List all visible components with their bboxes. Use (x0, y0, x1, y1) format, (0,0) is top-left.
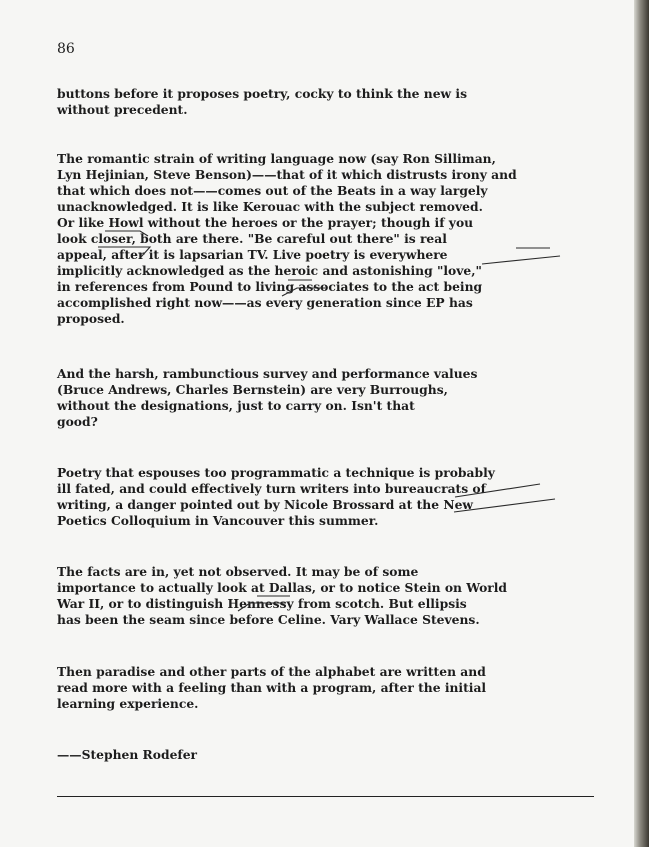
text-line: Poetry that espouses too programmatic a technique is probably (57, 465, 495, 480)
text-line: implicitly acknowledged as the heroic and astonishing "love," (57, 263, 482, 278)
underline-howl (105, 231, 148, 236)
underline-closer (98, 247, 150, 257)
text-line: Lyn Hejinian, Steve Benson)——that of it which distrusts irony and (57, 167, 517, 182)
text-line: War II, or to distinguish Hennessy from scotch. But ellipsis (57, 596, 467, 611)
text-line: learning experience. (57, 696, 199, 711)
text-line: buttons before it proposes poetry, cocky to think the new is (57, 86, 467, 101)
text-line: in references from Pound to living associates to the act being (57, 279, 483, 294)
underline-everywhere (482, 256, 560, 264)
text-line: look closer, both are there. "Be careful out there" is real (57, 231, 447, 246)
text-line: Poetics Colloquium in Vancouver this summer. (57, 513, 379, 528)
text-line: without precedent. (57, 102, 188, 117)
underline-to-living (282, 288, 325, 296)
text-line: unacknowledged. It is like Kerouac with the subject removed. (57, 199, 483, 214)
text-line: proposed. (57, 311, 125, 326)
book-spine-shadow (634, 0, 649, 847)
underline-at-the-new (454, 499, 555, 512)
text-line: importance to actually look at Dallas, or to notice Stein on World (57, 580, 508, 595)
text-line: And the harsh, rambunctious survey and performance values (57, 366, 478, 381)
text-line: accomplished right now——as every generation since EP has (57, 295, 473, 310)
underline-bureaucrats (455, 484, 540, 497)
text-line: Then paradise and other parts of the alphabet are written and (57, 664, 486, 679)
text-line: good? (57, 414, 98, 429)
text-line: The facts are in, yet not observed. It may be of some (57, 564, 419, 579)
text-line: writing, a danger pointed out by Nicole Brossard at the New (57, 497, 473, 512)
text-line: (Bruce Andrews, Charles Bernstein) are very Burroughs, (57, 382, 448, 397)
author-signature: ——Stephen Rodefer (57, 747, 197, 762)
text-line: read more with a feeling than with a program, after the initial (57, 680, 487, 695)
text-line: The romantic strain of writing language now (say Ron Silliman, (57, 151, 496, 166)
text-line: has been the seam since before Celine. Vary Wallace Stevens. (57, 612, 480, 627)
text-line: appeal, after it is lapsarian TV. Live poetry is everywhere (57, 247, 448, 262)
text-line: Or like Howl without the heroes or the prayer; though if you (57, 215, 474, 230)
text-line: ill fated, and could effectively turn writers into bureaucrats of (57, 481, 486, 496)
page-number: 86 (57, 41, 75, 57)
text-line: that which does not——comes out of the Beats in a way largely (57, 183, 488, 198)
text-line: without the designations, just to carry on. Isn't that (57, 398, 415, 413)
underline-hennessy (238, 603, 286, 611)
